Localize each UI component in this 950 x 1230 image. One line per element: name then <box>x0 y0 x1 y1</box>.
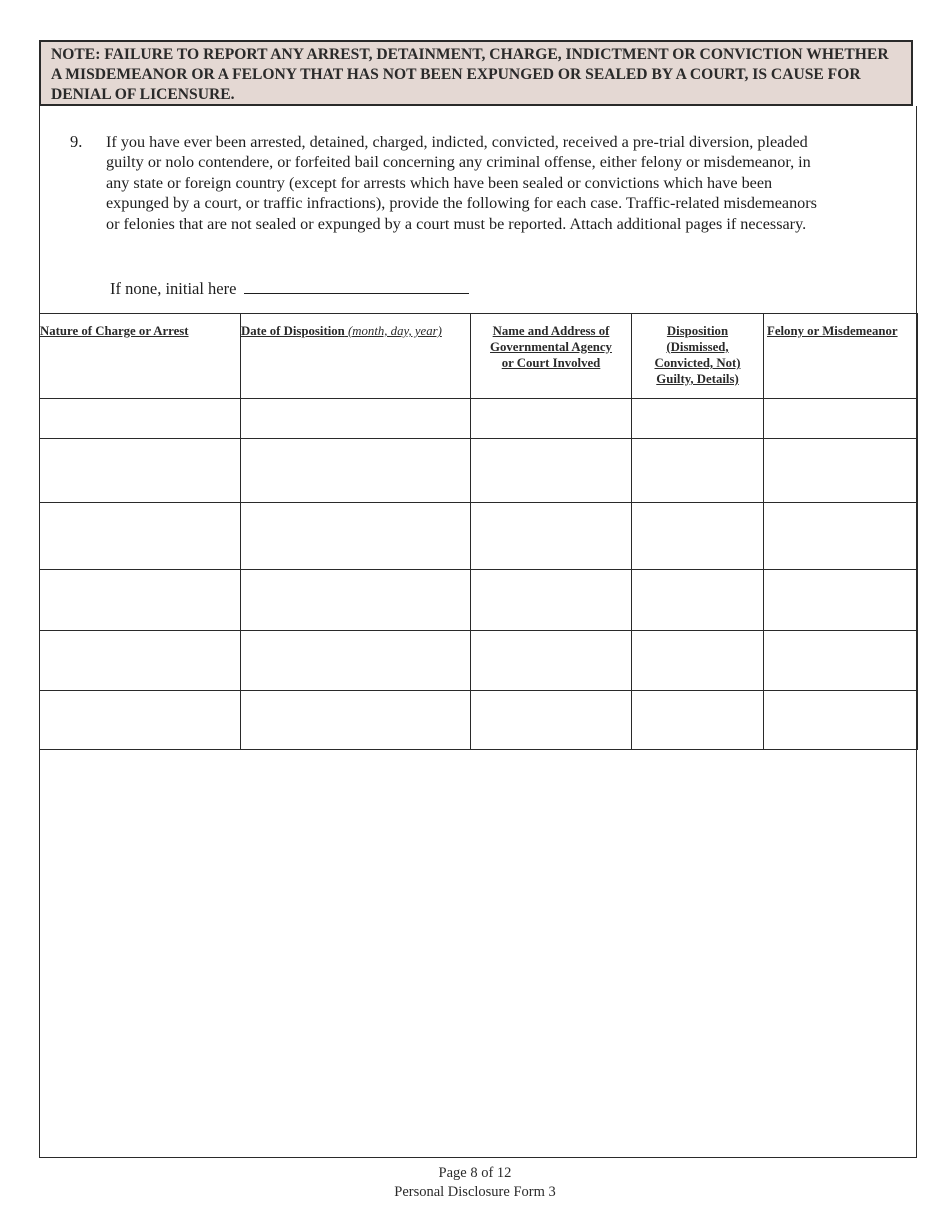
header-date-hint: (month, day, year) <box>348 324 442 338</box>
agency-cell[interactable] <box>471 399 632 439</box>
nature-cell[interactable] <box>40 399 241 439</box>
felony-cell[interactable] <box>764 439 918 503</box>
header-nature-of-charge: Nature of Charge or Arrest <box>40 314 241 399</box>
disposition-cell[interactable] <box>632 691 764 750</box>
felony-cell[interactable] <box>764 631 918 691</box>
table-row <box>40 691 918 750</box>
initial-here-row <box>110 279 469 299</box>
disposition-cell[interactable] <box>632 570 764 631</box>
date-cell[interactable] <box>241 631 471 691</box>
nature-cell[interactable] <box>40 631 241 691</box>
table-row <box>40 570 918 631</box>
header-agency: Name and Address of Governmental Agency or Court Involved <box>471 314 632 399</box>
table-row <box>40 503 918 570</box>
agency-cell[interactable] <box>471 570 632 631</box>
date-cell[interactable] <box>241 503 471 570</box>
felony-cell[interactable] <box>764 691 918 750</box>
felony-cell[interactable] <box>764 503 918 570</box>
nature-cell[interactable] <box>40 570 241 631</box>
disposition-cell[interactable] <box>632 631 764 691</box>
date-cell[interactable] <box>241 439 471 503</box>
agency-cell[interactable] <box>471 439 632 503</box>
felony-cell[interactable] <box>764 570 918 631</box>
date-cell[interactable] <box>241 399 471 439</box>
disposition-cell[interactable] <box>632 399 764 439</box>
header-date-of-disposition: Date of Disposition (month, day, year) <box>241 314 471 399</box>
header-felony-or-misdemeanor: Felony or Misdemeanor <box>764 314 918 399</box>
question-number: 9. <box>70 132 83 151</box>
notice-text: NOTE: FAILURE TO REPORT ANY ARREST, DETAINMENT, CHARGE, INDICTMENT OR CONVICTION WHETHER A MISDEMEANOR OR A FELONY THAT HAS NOT BEEN EXPUNGED OR SEALED BY A COURT, IS CAUSE FOR DENIAL OF LICENSURE. <box>51 46 889 103</box>
table-row <box>40 399 918 439</box>
page-number: Page 8 of 12 <box>438 1165 512 1181</box>
agency-cell[interactable] <box>471 503 632 570</box>
question-text: If you have ever been arrested, detained, charged, indicted, convicted, received a pre-trial diversion, pleaded guilty or nolo contendere, or forfeited bail concerning any criminal offense, either felony or misdemeanor, in any state or foreign country (except for arrests which have been sealed or convictions which have been expunged by a court, or traffic infractions), provide the following for each case. Traffic-related misdemeanors or felonies that are not sealed or expunged by a court must be reported. Attach additional pages if necessary. <box>106 133 817 233</box>
table-row <box>40 631 918 691</box>
header-disposition: Disposition (Dismissed, Convicted, Not) Guilty, Details) <box>632 314 764 399</box>
table-row <box>40 439 918 503</box>
date-cell[interactable] <box>241 570 471 631</box>
nature-cell[interactable] <box>40 691 241 750</box>
agency-cell[interactable] <box>471 691 632 750</box>
felony-cell[interactable] <box>764 399 918 439</box>
disposition-cell[interactable] <box>632 503 764 570</box>
nature-cell[interactable] <box>40 503 241 570</box>
date-cell[interactable] <box>241 691 471 750</box>
table-header-row <box>40 314 918 399</box>
arrest-records-table <box>39 313 918 750</box>
form-name: Personal Disclosure Form 3 <box>394 1184 556 1200</box>
initial-here-field[interactable] <box>244 279 469 294</box>
initial-here-label: If none, initial here <box>110 279 237 298</box>
nature-cell[interactable] <box>40 439 241 503</box>
notice-banner <box>39 40 913 106</box>
agency-cell[interactable] <box>471 631 632 691</box>
disposition-cell[interactable] <box>632 439 764 503</box>
